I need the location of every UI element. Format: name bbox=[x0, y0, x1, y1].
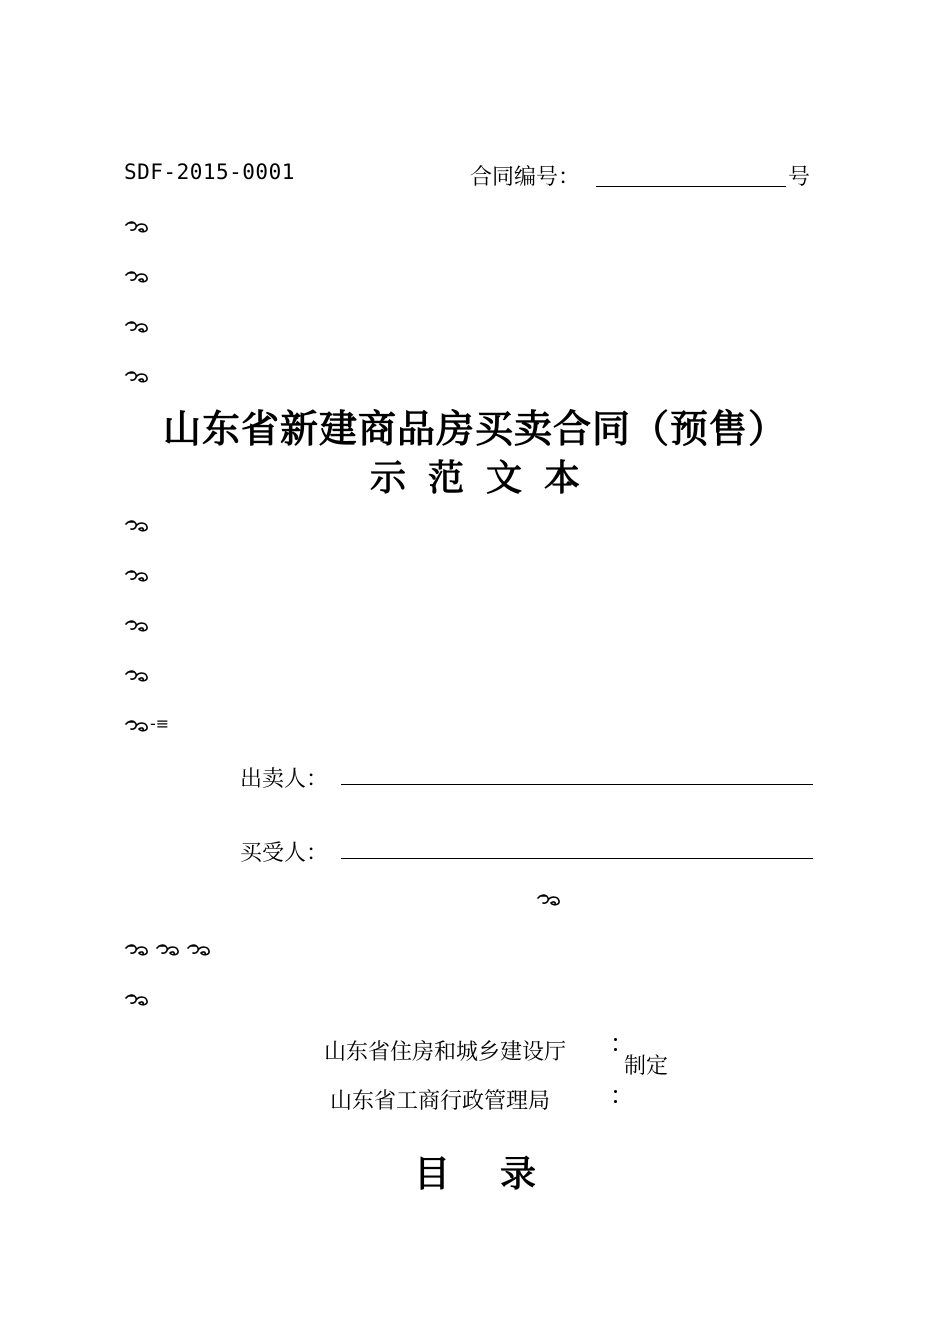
contract-number-suffix: 号 bbox=[788, 165, 811, 190]
bracket-dots-upper bbox=[614, 1034, 618, 1058]
seller-label: 出卖人： bbox=[240, 767, 329, 792]
paragraph-mark-icon bbox=[124, 367, 150, 387]
paragraph-mark-icon bbox=[124, 267, 150, 287]
paragraph-mark-icon bbox=[124, 940, 150, 960]
paragraph-mark-icon bbox=[124, 616, 150, 636]
buyer-label: 买受人： bbox=[240, 841, 329, 866]
paragraph-mark-icon bbox=[124, 516, 150, 536]
document-title: 山东省新建商品房买卖合同（预售） bbox=[162, 406, 787, 451]
document-subtitle: 示范文本 bbox=[369, 457, 602, 499]
seller-field[interactable] bbox=[341, 784, 813, 785]
bracket-dots-lower bbox=[614, 1086, 618, 1110]
toc-heading: 目录 bbox=[413, 1153, 586, 1195]
issuer-commerce-bureau: 山东省工商行政管理局 bbox=[330, 1089, 551, 1114]
paragraph-mark-icon bbox=[124, 217, 150, 237]
paragraph-mark-icon bbox=[155, 940, 181, 960]
paragraph-mark-icon bbox=[124, 666, 150, 686]
issuer-suffix: 制定 bbox=[624, 1054, 669, 1079]
issuer-housing-dept: 山东省住房和城乡建设厅 bbox=[324, 1040, 567, 1065]
paragraph-mark-icon bbox=[186, 940, 212, 960]
paragraph-mark-icon bbox=[124, 566, 150, 586]
paragraph-mark-icon bbox=[124, 990, 150, 1010]
contract-number-label: 合同编号： bbox=[470, 165, 581, 190]
paragraph-mark-icon bbox=[124, 317, 150, 337]
paragraph-mark-icon bbox=[536, 890, 562, 910]
buyer-field[interactable] bbox=[341, 858, 813, 859]
document-code: SDF-2015-0001 bbox=[124, 160, 295, 184]
contract-number-field[interactable] bbox=[596, 186, 786, 187]
paragraph-mark-icon bbox=[124, 716, 150, 736]
stray-mark-text: -≡ bbox=[150, 714, 170, 733]
